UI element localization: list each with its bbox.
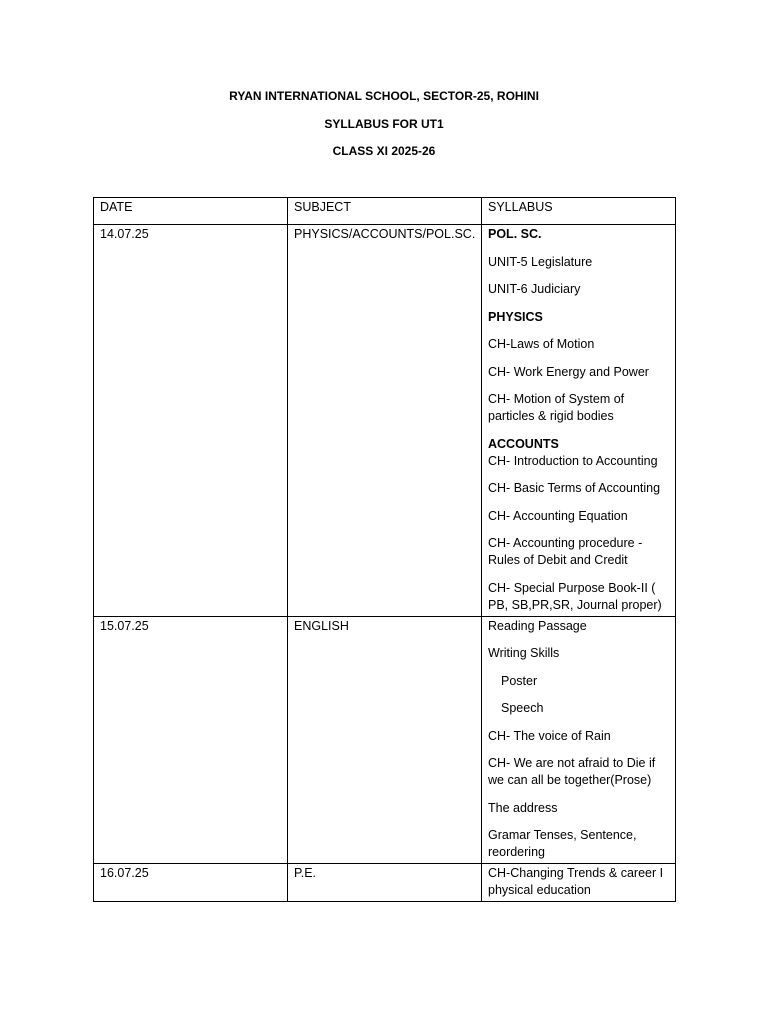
- syllabus-item: CH- Introduction to Accounting: [488, 453, 658, 468]
- syllabus-subitem: Speech: [501, 701, 544, 715]
- table-row: [94, 864, 676, 902]
- section-heading-accounts: ACCOUNTS: [488, 436, 559, 451]
- table-row: [94, 225, 676, 617]
- syllabus-item: CH- We are not afraid to Die if we can all be together(Prose): [488, 756, 656, 787]
- syllabus-cell: [482, 225, 676, 617]
- syllabus-item: Reading Passage: [488, 618, 587, 633]
- column-header-subject: SUBJECT: [288, 198, 482, 225]
- syllabus-item: CH- Work Energy and Power: [488, 364, 649, 379]
- date-cell: 16.07.25: [94, 864, 288, 902]
- section-heading-pol-sc: POL. SC.: [488, 227, 542, 241]
- subject-cell: PHYSICS/ACCOUNTS/POL.SC.: [288, 225, 482, 617]
- syllabus-item: CH-Laws of Motion: [488, 337, 595, 351]
- syllabus-cell: [482, 864, 676, 902]
- syllabus-item: CH-Changing Trends & career I physical education: [488, 866, 664, 897]
- syllabus-item: CH- Accounting procedure - Rules of Debit and Credit: [488, 536, 643, 567]
- subject-cell: P.E.: [288, 864, 482, 902]
- syllabus-table: [93, 197, 676, 902]
- syllabus-item: CH- Motion of System of particles & rigid bodies: [488, 392, 625, 423]
- table-row: [94, 616, 676, 864]
- column-header-date: DATE: [94, 198, 288, 225]
- syllabus-item: The address: [488, 800, 558, 815]
- document-title: SYLLABUS FOR UT1: [324, 117, 444, 131]
- syllabus-item: UNIT-6 Judiciary: [488, 282, 581, 296]
- section-heading-physics: PHYSICS: [488, 309, 543, 324]
- class-session: CLASS XI 2025-26: [332, 144, 436, 158]
- syllabus-item: UNIT-5 Legislature: [488, 254, 593, 269]
- school-name: RYAN INTERNATIONAL SCHOOL, SECTOR-25, ROHINI: [229, 89, 539, 103]
- subject-cell: ENGLISH: [288, 616, 482, 864]
- syllabus-item: Gramar Tenses, Sentence, reordering: [488, 828, 637, 859]
- syllabus-subitem: Poster: [501, 673, 538, 688]
- date-cell: 14.07.25: [94, 225, 288, 617]
- syllabus-item: Writing Skills: [488, 646, 560, 660]
- syllabus-item: CH- The voice of Rain: [488, 728, 611, 743]
- column-header-syllabus: SYLLABUS: [482, 198, 676, 225]
- syllabus-item: CH- Accounting Equation: [488, 508, 628, 523]
- syllabus-item: CH- Basic Terms of Accounting: [488, 481, 661, 495]
- date-cell: 15.07.25: [94, 616, 288, 864]
- syllabus-item: CH- Special Purpose Book-II ( PB, SB,PR,SR, Journal proper): [488, 580, 662, 612]
- table-header-row: [94, 198, 676, 225]
- syllabus-cell: [482, 616, 676, 864]
